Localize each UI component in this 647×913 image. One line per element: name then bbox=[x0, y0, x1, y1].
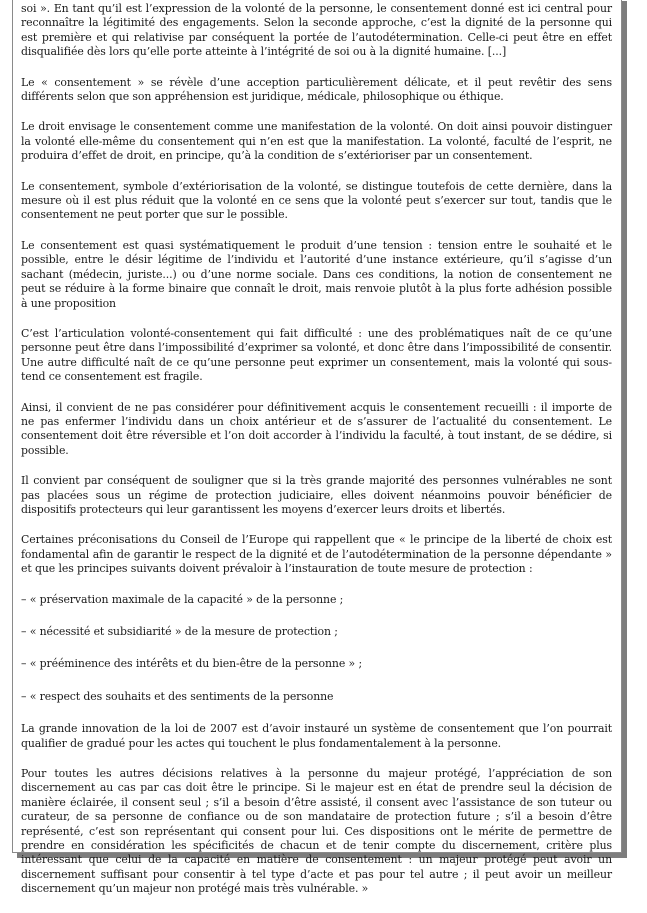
paragraph: Le « consentement » se révèle d’une acception particulièrement délicate, et il peut revêtir des sens différents selon que son appréhension est juridique, médicale, philosophique ou éthique. bbox=[21, 75, 612, 104]
paragraph: soi ». En tant qu’il est l’expression de la volonté de la personne, le consentement donné est ici central pour reconnaître la légitimité des engagements. Selon la seconde approche, c’est la dignité de la personne qui est première et qui relativise par conséquent la portée de l’autodétermination. Celle-ci peut être en effet disqualifiée dès lors qu’elle porte atteinte à l’intégrité de soi ou à la dignité humaine. [...] bbox=[21, 2, 612, 59]
paragraph: C’est l’articulation volonté-consentement qui fait difficulté : une des problématiques naît de ce qu’une personne peut être dans l’impossibilité d’exprimer sa volonté, et donc être dans l’impossibilité de consentir. Une autre difficulté naît de ce qu’une personne peut exprimer un consentement, mais la volonté qui sous-tend ce consentement est fragile. bbox=[21, 326, 612, 384]
list-item: – « préservation maximale de la capacité » de la personne ; bbox=[21, 592, 344, 606]
paragraph: Le consentement, symbole d’extériorisation de la volonté, se distingue toutefois de cette dernière, dans la mesure où il est plus réduit que la volonté en ce sens que la volonté peut s’exercer sur tout, tandis que le consentement ne peut porter que sur le possible. bbox=[21, 179, 612, 222]
document-body bbox=[21, 2, 612, 913]
paragraph: Il convient par conséquent de souligner que si la très grande majorité des personnes vulnérables ne sont pas placées sous un régime de protection judiciaire, elles doivent néanmoins pouvoir bénéficier de dispositifs protecteurs qui leur garantissent les moyens d’exercer leurs droits et libertés. bbox=[21, 474, 612, 516]
paragraph: Pour toutes les autres décisions relatives à la personne du majeur protégé, l’appréciation de son discernement au cas par cas doit être le principe. Si le majeur est en état de prendre seul la décision de manière éclairée, il consent seul ; s’il a besoin d’être assisté, il consent avec l’assistance de son tuteur ou curateur, de sa personne de confiance ou de son mandataire de protection future ; s’il a besoin d’être représenté, c’est son représentant qui consent pour lui. Ces dispositions ont le mérite de permettre de prendre en considération les spécificités de chacun et de tenir compte du discernement, critère plus intéressant que celui de la capacité en matière de consentement : un majeur protégé peut avoir un discernement suffisant pour consentir à tel type d’acte et pas pour tel autre ; il peut avoir un meilleur discernement qu’un majeur non protégé mais très vulnérable. » bbox=[21, 767, 612, 896]
paragraph: La grande innovation de la loi de 2007 est d’avoir instauré un système de consentement que l’on pourrait qualifier de gradué pour les actes qui touchent le plus fondamentalement à la personne. bbox=[21, 722, 612, 750]
paragraph: Certaines préconisations du Conseil de l’Europe qui rappellent que « le principe de la liberté de choix est fondamental afin de garantir le respect de la dignité et de l’autodétermination de la personne dépendante » et que les principes suivants doivent prévaloir à l’instauration de toute mesure de protection : bbox=[21, 533, 612, 576]
list-item: – « nécessité et subsidiarité » de la mesure de protection ; bbox=[21, 625, 338, 638]
list-item: – « prééminence des intérêts et du bien-être de la personne » ; bbox=[21, 657, 363, 671]
document-page bbox=[12, 0, 622, 896]
paragraph: Le consentement est quasi systématiquement le produit d’une tension : tension entre le souhaité et le possible, entre le désir légitime de l’individu et l’autorité d’une instance extérieure, qu’il s’agisse d’un sachant (médecin, juriste...) ou d’une norme sociale. Dans ces conditions, la notion de consentement ne peut se réduire à la forme binaire que connaît le droit, mais renvoie plutôt à la plus forte adhésion possible à une proposition bbox=[21, 238, 612, 310]
list-item: – « respect des souhaits et des sentiments de la personne bbox=[21, 689, 334, 703]
paragraph: Le droit envisage le consentement comme une manifestation de la volonté. On doit ainsi pouvoir distinguer la volonté elle-même du consentement qui n’en est que la manifestation. La volonté, faculté de l’esprit, ne produira d’effet de droit, en principe, qu’à la condition de s’extérioriser par un consentement. bbox=[21, 120, 612, 163]
paragraph: Ainsi, il convient de ne pas considérer pour définitivement acquis le consentement recueilli : il importe de ne pas enfermer l’individu dans un choix antérieur et de s’assurer de l’actualité du consentement. Le consentement doit être réversible et l’on doit accorder à l’individu la faculté, à tout instant, de se dédire, si possible. bbox=[21, 400, 612, 457]
